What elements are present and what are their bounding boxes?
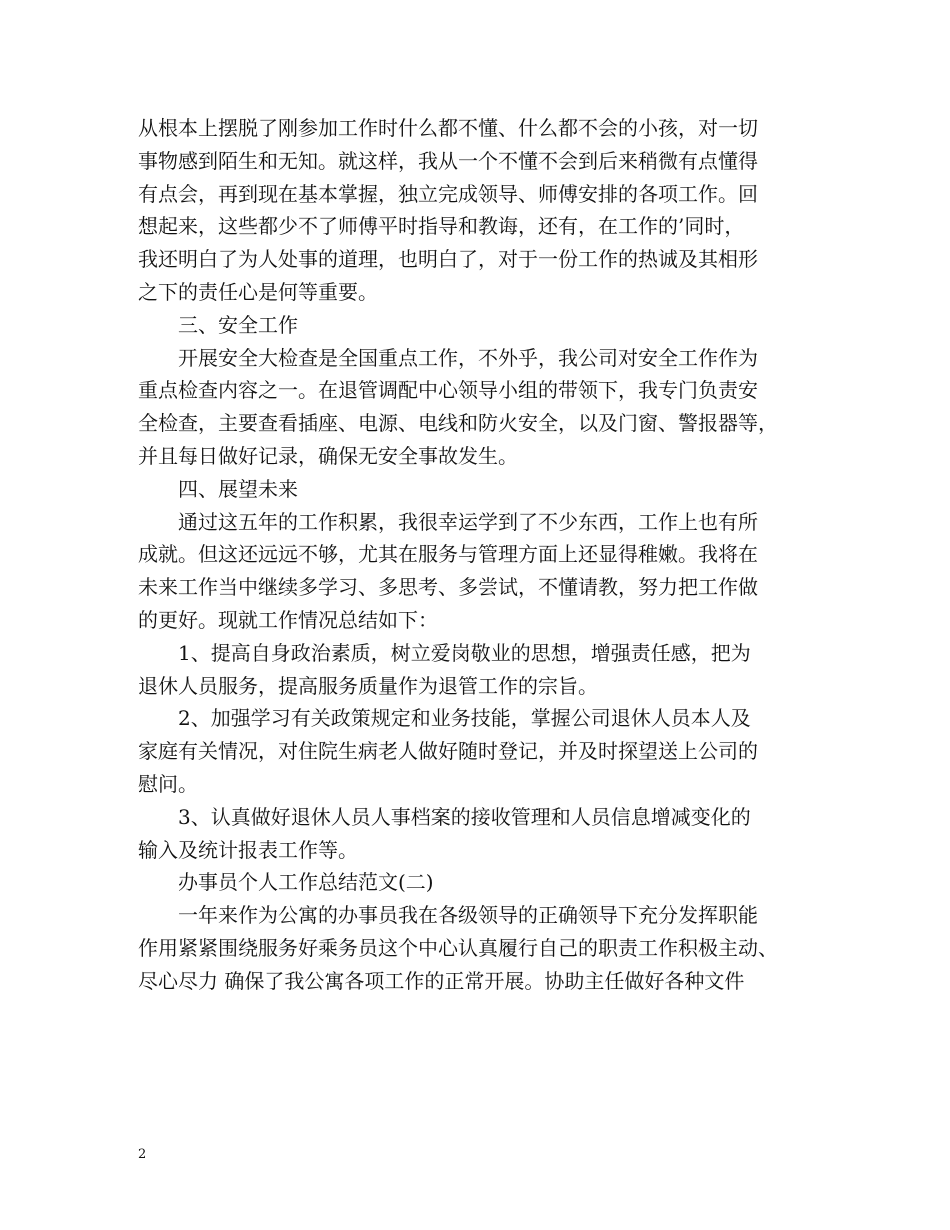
text-line-1: 从根本上摆脱了刚参加工作时什么都不懂、什么都不会的小孩，对一切	[138, 116, 758, 140]
text-line-27: 尽心尽力 确保了我公寓各项工作的正常开展。协助主任做好各种文件	[138, 968, 745, 993]
sub-title: 办事员个人工作总结范文(二)	[178, 870, 434, 895]
text-line-10: 全检查，主要查看插座、电源、电线和防火安全，以及门窗、警报器等，	[138, 411, 778, 436]
text-line-25: 一年来作为公寓的办事员我在各级领导的正确领导下充分发挥职能	[178, 903, 758, 928]
page-number: 2	[138, 1147, 147, 1162]
text-line-9: 重点检查内容之一。在退管调配中心领导小组的带领下，我专门负责安	[138, 378, 758, 403]
text-line-14: 成就。但这还远远不够，尤其在服务与管理方面上还显得稚嫩。我将在	[138, 542, 758, 567]
text-line-16: 的更好。现就工作情况总结如下：	[138, 607, 438, 632]
text-line-8: 开展安全大检查是全国重点工作，不外乎，我公司对安全工作作为	[178, 345, 758, 370]
text-line-23: 输入及统计报表工作等。	[138, 837, 358, 862]
text-line-20: 家庭有关情况，对住院生病老人做好随时登记，并及时探望送上公司的	[138, 739, 758, 764]
list-item-3: 3、认真做好退休人员人事档案的接收管理和人员信息增减变化的	[178, 804, 751, 829]
text-line-6: 之下的责任心是何等重要。	[138, 279, 378, 304]
text-line-15: 未来工作当中继续多学习、多思考、多尝试，不懂请教，努力把工作做	[138, 575, 758, 600]
text-line-11: 并且每日做好记录，确保无安全事故发生。	[138, 443, 518, 468]
section-heading-outlook: 四、展望未来	[178, 476, 298, 501]
document-body	[138, 112, 828, 998]
text-line-3: 有点会，再到现在基本掌握，独立完成领导、师傅安排的各项工作。回	[138, 181, 758, 206]
text-line-18: 退休人员服务，提高服务质量作为退管工作的宗旨。	[138, 673, 598, 698]
section-heading-safety: 三、安全工作	[178, 312, 298, 337]
text-line-26: 作用紧紧围绕服务好乘务员这个中心认真履行自己的职责工作积极主动、	[138, 935, 778, 960]
text-line-21: 慰问。	[138, 771, 198, 796]
text-line-13: 通过这五年的工作积累，我很幸运学到了不少东西，工作上也有所	[178, 509, 758, 534]
text-line-4: 想起来，这些都少不了师傅平时指导和教诲，还有，在工作的’同时，	[138, 214, 745, 239]
text-line-2: 事物感到陌生和无知。就这样，我从一个不懂不会到后来稍微有点懂得	[138, 148, 758, 173]
text-line-5: 我还明白了为人处事的道理，也明白了，对于一份工作的热诚及其相形	[138, 247, 758, 272]
list-item-2: 2、加强学习有关政策规定和业务技能，掌握公司退休人员本人及	[178, 706, 751, 731]
list-item-1: 1、提高自身政治素质，树立爱岗敬业的思想，增强责任感，把为	[178, 640, 751, 665]
